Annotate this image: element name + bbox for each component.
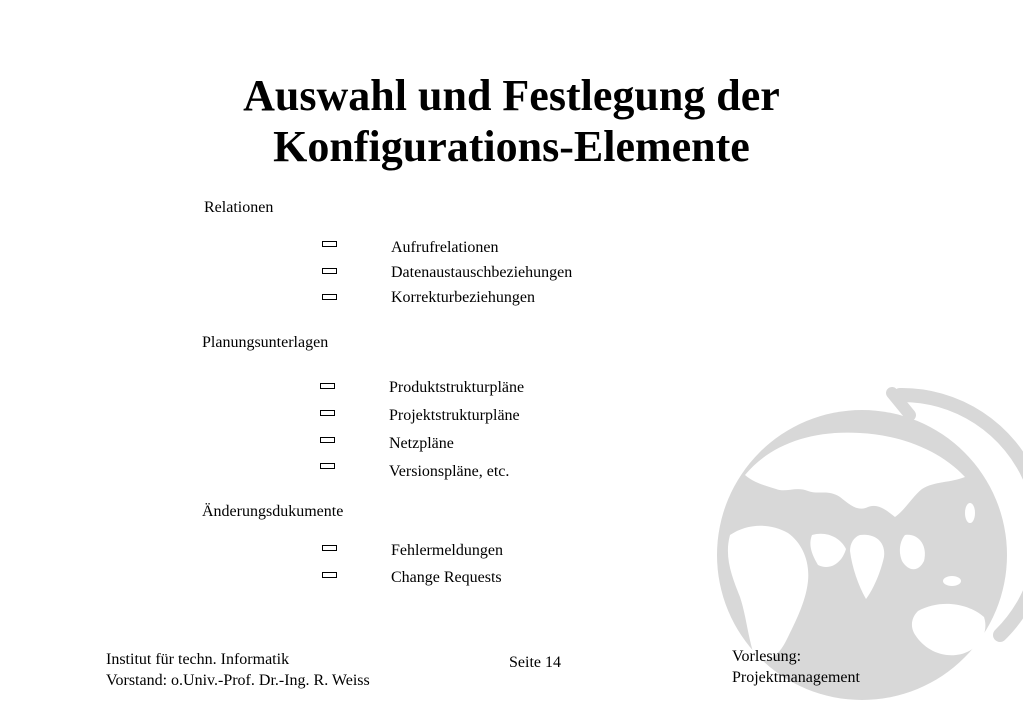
- footer-page-number: Seite 14: [509, 654, 561, 671]
- footer-institute: [106, 649, 370, 691]
- list-item: Fehlermeldungen: [391, 542, 503, 559]
- list-item: Korrekturbeziehungen: [391, 289, 535, 306]
- hollow-rectangle-bullet-icon: [320, 437, 335, 443]
- section-heading-relationen: Relationen: [204, 199, 274, 216]
- footer-lecture: [732, 646, 860, 688]
- list-item: Datenaustauschbeziehungen: [391, 264, 573, 281]
- list-item: Change Requests: [391, 569, 502, 586]
- section-heading-aenderungsdukumente: Änderungsdukumente: [202, 503, 344, 520]
- list-item: Versionspläne, etc.: [389, 463, 510, 480]
- hollow-rectangle-bullet-icon: [322, 572, 337, 578]
- hollow-rectangle-bullet-icon: [322, 545, 337, 551]
- slide-title-line-1: Auswahl und Festlegung der: [243, 71, 780, 120]
- list-item: Projektstrukturpläne: [389, 407, 520, 424]
- footer-lecture-line-2: Projektmanagement: [732, 669, 860, 686]
- footer-lecture-line-1: Vorlesung:: [732, 648, 802, 665]
- footer-institute-line-1: Institut für techn. Informatik: [106, 651, 290, 668]
- slide-title: [0, 70, 1023, 172]
- slide-title-line-2: Konfigurations-Elemente: [273, 122, 750, 171]
- hollow-rectangle-bullet-icon: [322, 241, 337, 247]
- section-heading-planungsunterlagen: Planungsunterlagen: [202, 334, 329, 351]
- footer-institute-line-2: Vorstand: o.Univ.-Prof. Dr.-Ing. R. Weiss: [106, 672, 370, 689]
- hollow-rectangle-bullet-icon: [320, 383, 335, 389]
- list-item: Netzpläne: [389, 435, 454, 452]
- hollow-rectangle-bullet-icon: [320, 463, 335, 469]
- list-item: Aufrufrelationen: [391, 239, 499, 256]
- hollow-rectangle-bullet-icon: [322, 294, 337, 300]
- hollow-rectangle-bullet-icon: [320, 410, 335, 416]
- list-item: Produktstrukturpläne: [389, 379, 525, 396]
- hollow-rectangle-bullet-icon: [322, 268, 337, 274]
